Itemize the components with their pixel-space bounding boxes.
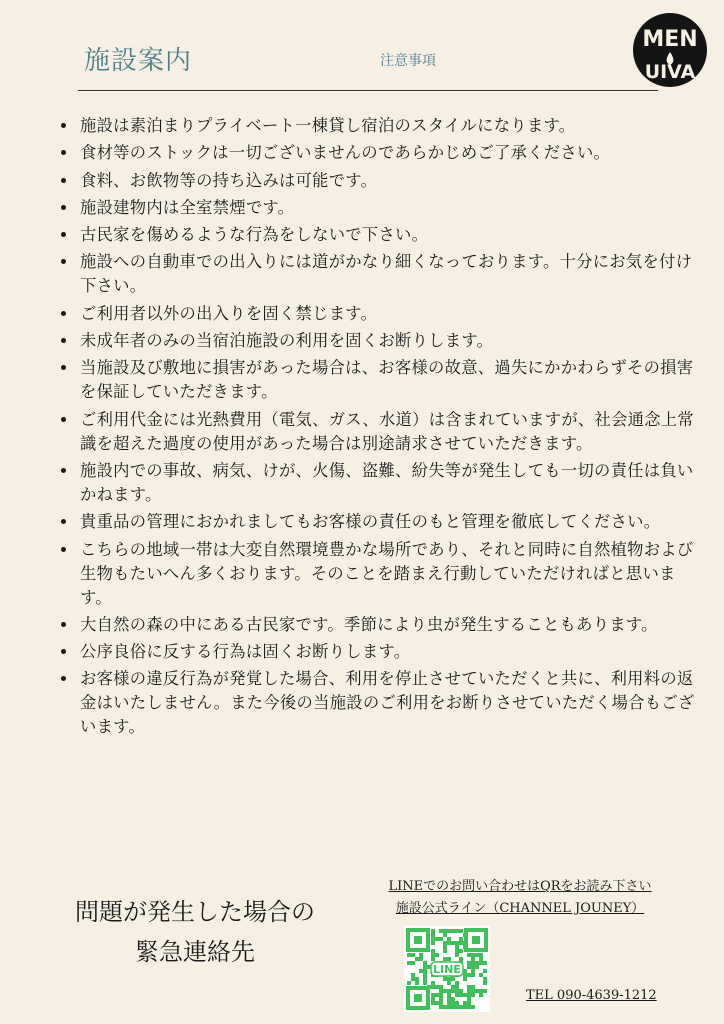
rule-item: • 施設への自動車での出入りには道がかなり細くなっております。十分にお気を付け下さい。 xyxy=(78,250,696,298)
rule-item: • 施設内での事故、病気、けが、火傷、盗難、紛失等が発生しても一切の責任は負いかねます。 xyxy=(78,459,696,507)
rule-item: • 貴重品の管理におかれましてもお客様の責任のもと管理を徹底してください。 xyxy=(78,510,696,534)
line-contact xyxy=(350,876,690,920)
rule-item: • こちらの地域一帯は大変自然環境豊かな場所であり、それと同時に自然植物および生物もたいへん多くおります。そのことを踏まえ行動していただければと思います。 xyxy=(78,538,696,610)
rule-item: • 未成年者のみの当宿泊施設の利用を固くお断りします。 xyxy=(78,329,696,353)
rule-item: • 食材等のストックは一切ございませんのであらかじめご了承ください。 xyxy=(78,141,696,165)
logo-text-top: MEN xyxy=(642,27,698,52)
telephone-number[interactable]: TEL 090-4639-1212 xyxy=(526,988,657,1003)
rule-item: • 公序良俗に反する行為は固くお断りします。 xyxy=(78,640,696,664)
page-subtitle: 注意事項 xyxy=(380,53,436,69)
header xyxy=(0,0,724,100)
rule-item: • 食料、お飲物等の持ち込みは可能です。 xyxy=(78,169,696,193)
rule-item: • ご利用代金には光熱費用（電気、ガス、水道）は含まれていますが、社会通念上常識を超えた過度の使用があった場合は別途請求させていただきます。 xyxy=(78,408,696,456)
rule-item: • 古民家を傷めるような行為をしないで下さい。 xyxy=(78,223,696,247)
rule-item: • 施設建物内は全室禁煙です。 xyxy=(78,196,696,220)
logo-text-bottom: UIVA xyxy=(644,61,696,83)
page-title: 施設案内 xyxy=(84,46,193,76)
emergency-line-1: 問題が発生した場合の xyxy=(75,898,315,926)
emergency-heading xyxy=(40,892,350,972)
rule-item: • 当施設及び敷地に損害があった場合は、お客様の故意、過失にかかわらずその損害を保証していただきます。 xyxy=(78,356,696,404)
line-icon: LINE xyxy=(433,963,461,976)
line-qr-code[interactable] xyxy=(404,926,490,1012)
rule-item: • お客様の違反行為が発覚した場合、利用を停止させていただくと共に、利用料の返金はいたしません。また今後の当施設のご利用をお断りさせていただく場合もございます。 xyxy=(78,667,696,739)
rule-item: • 大自然の森の中にある古民家です。季節により虫が発生することもあります。 xyxy=(78,613,696,637)
header-divider xyxy=(78,90,658,91)
line-note: LINEでのお問い合わせはQRをお読み下さい xyxy=(388,879,652,894)
rule-item: • ご利用者以外の出入りを固く禁じます。 xyxy=(78,302,696,326)
brand-logo xyxy=(632,12,708,88)
rule-item: • 施設は素泊まりプライベート一棟貸し宿泊のスタイルになります。 xyxy=(78,114,696,138)
rules-list xyxy=(54,114,696,743)
emergency-line-2: 緊急連絡先 xyxy=(135,938,255,966)
line-name[interactable]: 施設公式ライン（CHANNEL JOUNEY） xyxy=(395,901,645,916)
